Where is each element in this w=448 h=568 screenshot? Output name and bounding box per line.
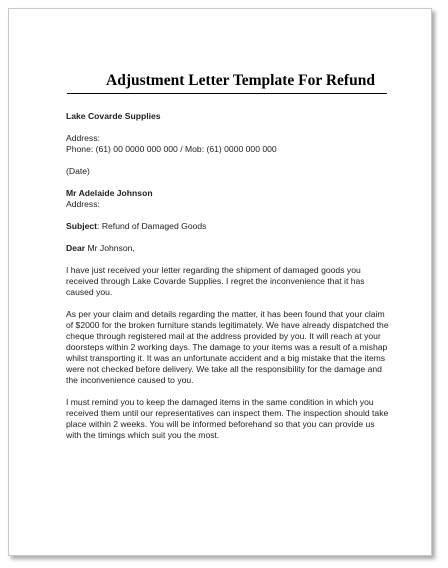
document-page [8,8,432,556]
recipient-address-label: Address: [66,199,100,209]
document-title: Adjustment Letter Template For Refund [106,72,375,89]
subject-text: Refund of Damaged Goods [99,221,207,231]
sender-address-label: Address: [66,133,100,143]
salutation-dear: Dear [66,243,86,253]
subject-line [66,221,391,232]
paragraph-2: As per your claim and details regarding the matter, it has been found that your claim of $2000 for the broken furniture stands legitimately. We have already dispatched the cheque through registered mail at the address provided by you. It will reach at your doorsteps within 2 working days. The damage to your items was a result of a mishap whilst transporting it. It was an unfortunate accident and a big mistake that the items were not checked before delivery. We take all the responsibility for the damage and the inconvenience caused to you. [66,309,389,385]
salutation [66,243,391,254]
letter-body [66,111,391,441]
recipient-name: Mr Adelaide Johnson [66,188,153,198]
paragraph-1: I have just received your letter regarding the shipment of damaged goods you received through Lake Covarde Supplies. I regret the inconvenience that it has caused you. [66,265,365,297]
sender-company: Lake Covarde Supplies [66,111,161,121]
paragraph-3: I must remind you to keep the damaged items in the same condition in which you received them until our representatives can inspect them. The inspection should take place within 2 weeks. You will be informed beforehand so that you can provide us with the timings which suit you the most. [66,397,389,440]
title-underline [67,66,387,94]
sender-phone: Phone: (61) 00 0000 000 000 / Mob: (61) 0000 000 000 [66,144,277,154]
salutation-name: Mr Johnson, [85,243,135,253]
subject-label: Subject [66,221,98,231]
date-placeholder: (Date) [66,166,90,176]
subject-separator: : [97,221,100,231]
